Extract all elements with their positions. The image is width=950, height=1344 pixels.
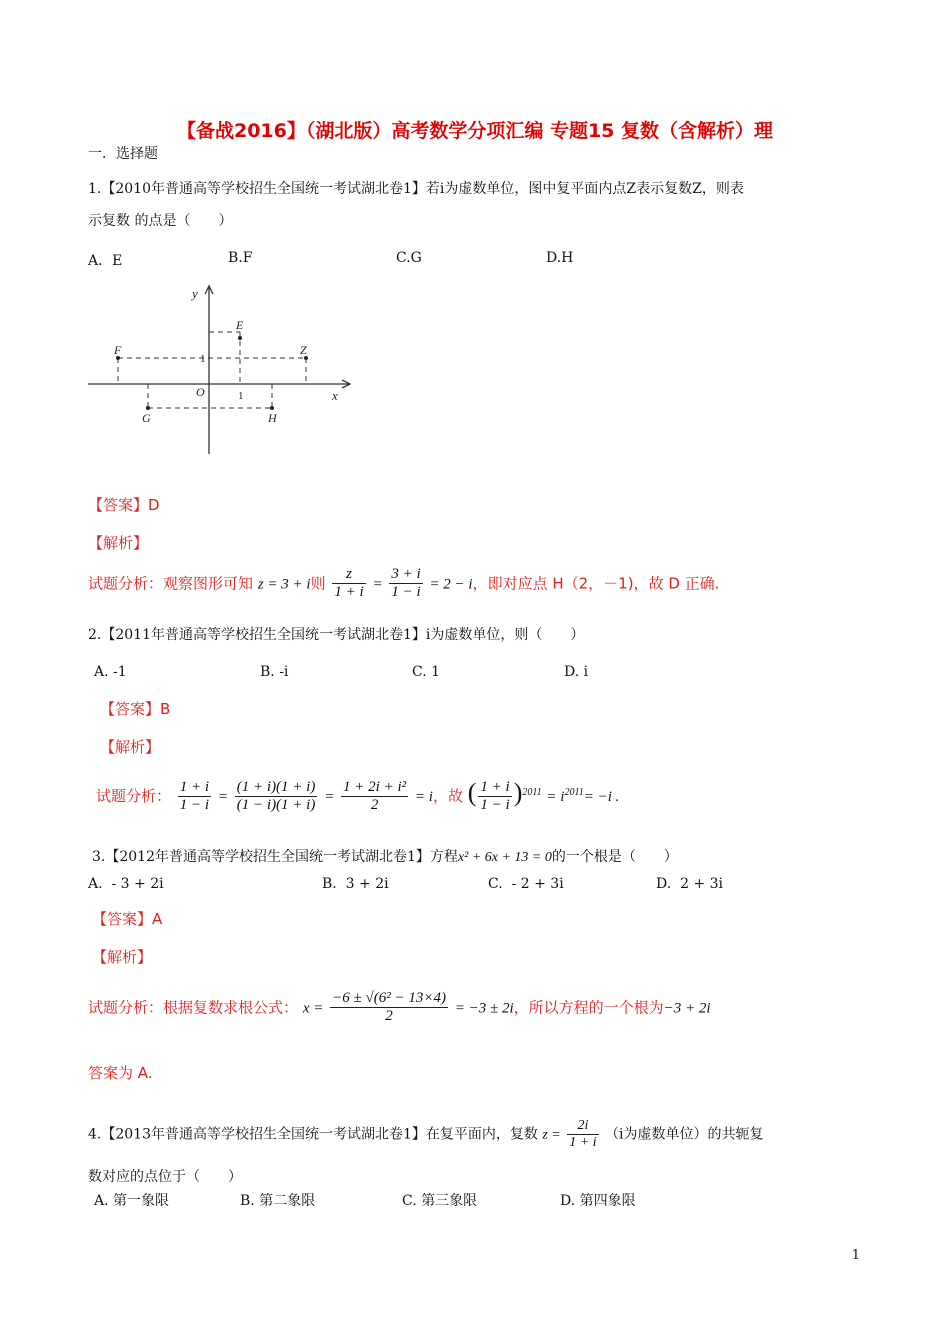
q3-option-b: B. 3 + 2i bbox=[322, 876, 389, 892]
q3-option-d: D. 2 + 3i bbox=[656, 876, 724, 892]
q3-option-c: C. - 2 + 3i bbox=[488, 876, 564, 892]
q2-option-c: C. 1 bbox=[412, 664, 441, 680]
point-e bbox=[238, 336, 242, 340]
q2-option-b: B. -i bbox=[260, 664, 289, 680]
q4-option-d: D. 第四象限 bbox=[560, 1193, 636, 1209]
x-axis-label: x bbox=[332, 388, 338, 403]
q4-option-a: A. 第一象限 bbox=[94, 1193, 170, 1209]
q1-option-c: C.G bbox=[396, 250, 422, 266]
q4-stem-line2: 数对应的点位于（ ） bbox=[88, 1169, 242, 1185]
q1-stem-line1: 1.【2010年普通高等学校招生全国统一考试湖北卷1】若i为虚数单位，图中复平面内点Z表示复数Z，则表 bbox=[88, 181, 744, 197]
q3-option-a: A. - 3 + 2i bbox=[88, 876, 164, 892]
q3-analysis: 试题分析：根据复数求根公式： x = $\frac{\text{−6 ± √(6² − 13×4)}}{2}$ = −3 ± 2i，所以方程的一个根为−3 + 2i bbox=[88, 990, 711, 1025]
point-h bbox=[270, 406, 274, 410]
q1-option-a: A．E bbox=[88, 253, 123, 269]
q3-answer: 【答案】A bbox=[92, 910, 163, 928]
q2-answer: 【答案】B bbox=[100, 700, 171, 718]
point-g bbox=[146, 406, 150, 410]
x-one-label: 1 bbox=[238, 390, 244, 402]
q2-analysis-label: 【解析】 bbox=[100, 738, 161, 756]
q1-analysis-label: 【解析】 bbox=[88, 534, 149, 552]
label-e: E bbox=[236, 318, 244, 332]
y-axis-label: y bbox=[192, 286, 198, 301]
label-z: Z bbox=[300, 343, 307, 357]
label-g: G bbox=[142, 411, 151, 425]
q3-analysis-label: 【解析】 bbox=[92, 948, 153, 966]
q3-stem: 3.【2012年普通高等学校招生全国统一考试湖北卷1】方程x² + 6x + 13 = 0的一个根是（ ） bbox=[92, 849, 678, 865]
section-heading: 一．选择题 bbox=[88, 146, 158, 162]
q2-stem: 2.【2011年普通高等学校招生全国统一考试湖北卷1】i为虚数单位，则（ ） bbox=[88, 627, 585, 643]
q1-option-b: B.F bbox=[228, 250, 253, 266]
y-one-label: 1 bbox=[200, 353, 206, 365]
complex-plane-diagram bbox=[88, 282, 360, 458]
q4-stem-line1: 4.【2013年普通高等学校招生全国统一考试湖北卷1】在复平面内，复数 z = $\frac{2i}{1 + i}$ （i为虚数单位）的共轭复 bbox=[88, 1118, 764, 1151]
q1-option-d: D.H bbox=[546, 250, 574, 266]
q2-analysis: 试题分析： $\frac{1 + i}{1 - i}$ = $\frac{(1 + i)(1 + i)}{(1 - i)(1 + i)}$ = $\frac{\text{1 + 2i + i²}}{2}$ = i，故 ( $\frac{1 + i}{1 - i}$ )$^{2011} = i^{2011}= -i$ . bbox=[96, 778, 620, 813]
q4-option-c: C. 第三象限 bbox=[402, 1193, 478, 1209]
q3-final: 答案为 A. bbox=[88, 1064, 153, 1082]
q1-stem-line2: 示复数 的点是（ ） bbox=[88, 213, 233, 229]
label-f: F bbox=[114, 343, 122, 357]
q4-option-b: B. 第二象限 bbox=[240, 1193, 316, 1209]
q2-option-a: A. -1 bbox=[94, 664, 127, 680]
q1-answer: 【答案】D bbox=[88, 496, 160, 514]
origin-label: O bbox=[196, 385, 205, 399]
q2-option-d: D. i bbox=[564, 664, 589, 680]
page-title: 【备战2016】（湖北版）高考数学分项汇编 专题15 复数（含解析）理 bbox=[176, 120, 774, 142]
label-h: H bbox=[268, 411, 277, 425]
q1-analysis: 试题分析：观察图形可知 z = 3 + i则 $\frac{z}{1 + i}$ = $\frac{3 + i}{1 - i}$ = 2 − i，即对应点 H（2，－1)，故 D 正确. bbox=[88, 566, 720, 601]
page-number: 1 bbox=[851, 1248, 860, 1263]
